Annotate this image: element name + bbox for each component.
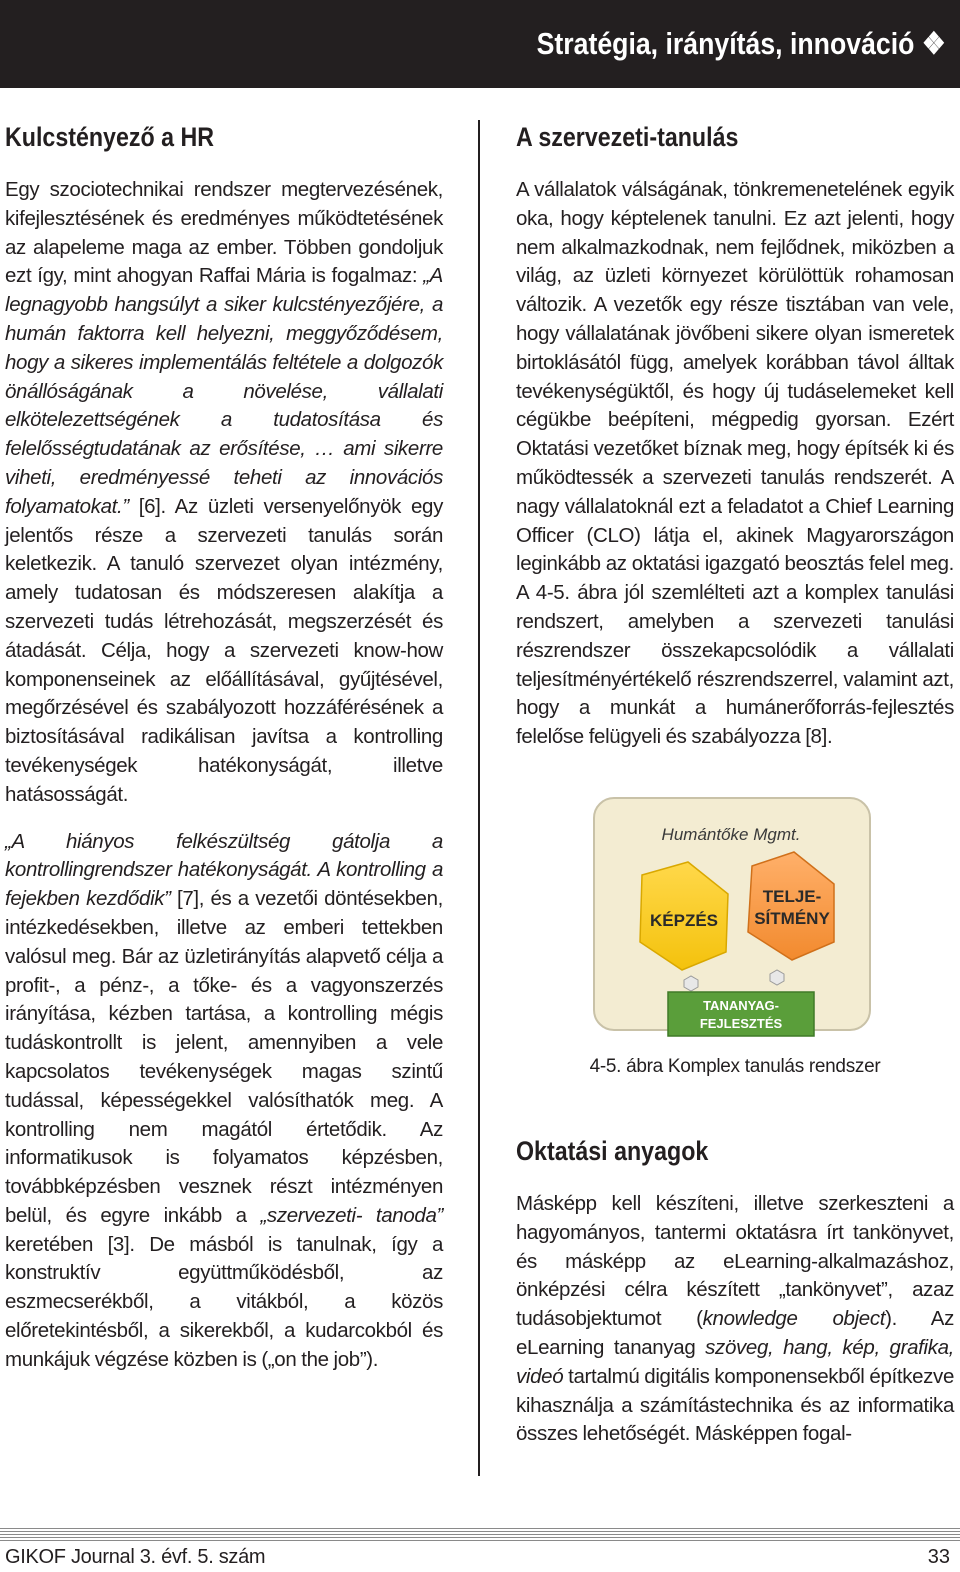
italic-text-run: „szervezeti- tanoda”: [260, 1203, 443, 1227]
paragraph-materials: [516, 1190, 954, 1449]
footer-page-number: 33: [927, 1546, 950, 1568]
figure-complex-learning: [516, 784, 954, 1084]
footer-journal: GIKOF Journal 3. évf. 5. szám: [5, 1546, 266, 1568]
italic-text-run: szöveg, hang, kép, grafika, videó: [516, 1335, 954, 1388]
text-run: keretében [3]. De másból is tanulnak, így a konstruktív együttműködésből, az eszmecserékből, a vitákból, a közös előretekintésből, a sikerekből, a kudarcokból és munkájuk végzése közben is („on the job”).: [5, 1232, 443, 1371]
footer-rule: [0, 1528, 960, 1542]
figure-caption: 4-5. ábra Komplex tanulás rendszer: [589, 1055, 881, 1077]
column-divider: [478, 120, 480, 1476]
paragraph-hr-2: [5, 828, 443, 1375]
paragraph-learning: [516, 176, 954, 752]
left-column: [5, 120, 443, 1375]
small-hexagon-right: [770, 970, 784, 985]
bottom-box-label-2: FEJLESZTÉS: [699, 1015, 783, 1031]
section-heading-materials: Oktatási anyagok: [516, 1135, 709, 1166]
text-run: ). Az eLearning tananyag: [516, 1307, 954, 1359]
hexagon-kepzes-label: KÉPZÉS: [649, 910, 719, 930]
diagram-title: Humántőke Mgmt.: [661, 824, 801, 844]
text-run: Másképp kell készíteni, illetve szerkeszteni a hagyományos, tantermi oktatásra írt tankönyvet, és másképp az eLearning-alkalmazáshoz, önképzési célra készített „tankönyvet”, azaz tudásobjektumot (: [516, 1191, 954, 1331]
running-header-title: Stratégia, irányítás, innováció ❖: [536, 26, 946, 61]
italic-text-run: „A legnagyobb hangsúlyt a siker kulcstényezőjére, a humán faktorra kell helyezni, meggyőződésem, hogy a sikeres implementálás feltétele a dolgozók önállóságának a növelése, vállalati elkötelezettségének a tudatosítása és felelősségtudatának az erősítése, … ami sikerre viheti, eredményessé teheti az innovációs folyamatokat.”: [5, 264, 443, 518]
bottom-box-label-1: TANANYAG-: [703, 997, 779, 1013]
text-run: Egy szociotechnikai rendszer megtervezésének, kifejlesztésének és eredményes működtetésének az alapeleme maga az ember. Többen gondoljuk ezt így, mint ahogyan Raffai Mária is fogalmaz:: [5, 178, 443, 288]
italic-text-run: knowledge object: [702, 1307, 886, 1331]
learning-system-diagram: [588, 792, 878, 1042]
hexagon-teljesitmeny-label-2: SÍTMÉNY: [754, 908, 830, 928]
hexagon-teljesitmeny-label-1: TELJE-: [762, 886, 822, 906]
text-run: [6]. Az üzleti versenyelőnyök egy jelentős része a szervezeti tanulás során keletkezik. A tanuló szervezet olyan intézmény, amely tudatosan és módszeresen alakítja a szervezeti tudás létrehozását, megszerzését és átadását. Célja, hogy a szervezeti know-how komponenseinek az előállításával, gyűjtésével, megőrzésével és szabályozott hozzáférésének a biztosításával radikálisan javítsa a kontrolling tevékenységek hatékonyságát, illetve hatásosságát.: [5, 494, 443, 806]
text-run: A vállalatok válságának, tönkremenetelének egyik oka, hogy képtelenek tanulni. Ez azt jelenti, hogy nem alkalmazkodnak, nem fejlődnek, miközben a világ, az üzleti környezet körülöttük rohamosan változik. A vezetők egy része tisztában van vele, hogy vállalatának jövőbeni sikere olyan ismeretek birtoklásától függ, amelyek korábban távol álltak tevékenységüktől, és hogy új tudáselemeket kell cégükbe beépíteni, mégpedig gyorsan. Ezért Oktatási vezetőket bíznak meg, hogy építsék ki és működtessék a szervezeti tanulás rendszerét. A nagy vállalatoknál ezt a feladatot a Chief Learning Officer (CLO) látja el, akinek Magyarországon leginkább az oktatási igazgató beosztás felel meg. A 4-5. ábra jól szemlélteti azt a komplex tanulási rendszert, amelyben a szervezeti tanulási részrendszer összekapcsolódik a vállalati teljesítményértékelő részrendszerrel, valamint azt, hogy a munkát a humánerőforrás-fejlesztés felelőse felügyeli és szabályozza [8].: [516, 178, 954, 749]
header-bar: [0, 0, 960, 88]
right-column: [516, 120, 954, 1449]
text-run: [7], és a vezetői döntésekben, intézkedésekben, illetve az emberi tettekben valósul meg. Bár az üzletirányítás alapvető célja a profit-, a pénz-, a tőke- és a vagyonszerzés irányítása, kézben tartása, a kontrolling mégis tudáskontrollt is jelent, amennyiben a vele kapcsolatos tevékenységek magas szintű tudással, képességekkel valósíthatók meg. A kontrolling nem magától értetődik. Az informatikusok is folyamatos képzésben, továbbképzésben vesznek részt intézményen belül, és egyre inkább a: [5, 887, 443, 1227]
italic-text-run: „A hiányos felkészültség gátolja a kontrollingrendszer hatékonyságát. A kontrolling a fejekben kezdődik”: [5, 829, 443, 911]
text-run: tartalmú digitális komponensekből építkezve kihasználja a számítástechnika és az informatika összes lehetőségét. Másképpen fogal-: [516, 1364, 954, 1446]
section-heading-learning: A szervezeti-tanulás: [516, 122, 739, 152]
paragraph-hr-1: [5, 176, 443, 810]
section-heading-hr: Kulcstényező a HR: [5, 122, 215, 152]
small-hexagon-left: [684, 976, 698, 991]
